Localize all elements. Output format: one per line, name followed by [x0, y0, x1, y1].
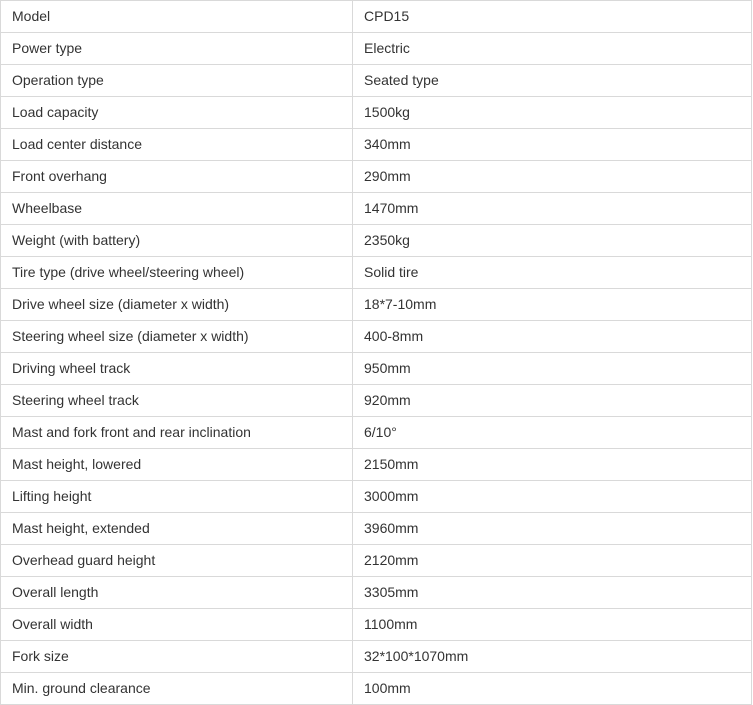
- spec-label: Lifting height: [1, 481, 353, 513]
- spec-label: Overall width: [1, 609, 353, 641]
- spec-value: 3000mm: [353, 481, 752, 513]
- spec-label: Mast height, extended: [1, 513, 353, 545]
- table-row: [1, 353, 752, 385]
- spec-label: Model: [1, 1, 353, 33]
- table-row: [1, 609, 752, 641]
- spec-label: Steering wheel track: [1, 385, 353, 417]
- table-row: [1, 193, 752, 225]
- table-row: [1, 577, 752, 609]
- spec-value: 950mm: [353, 353, 752, 385]
- spec-label: Mast and fork front and rear inclination: [1, 417, 353, 449]
- spec-value: 1470mm: [353, 193, 752, 225]
- spec-label: Steering wheel size (diameter x width): [1, 321, 353, 353]
- table-row: [1, 33, 752, 65]
- spec-label: Fork size: [1, 641, 353, 673]
- table-row: [1, 417, 752, 449]
- spec-value: 400-8mm: [353, 321, 752, 353]
- spec-label: Mast height, lowered: [1, 449, 353, 481]
- spec-value: Solid tire: [353, 257, 752, 289]
- table-row: [1, 97, 752, 129]
- spec-label: Drive wheel size (diameter x width): [1, 289, 353, 321]
- spec-value: 340mm: [353, 129, 752, 161]
- spec-label: Tire type (drive wheel/steering wheel): [1, 257, 353, 289]
- spec-label: Min. ground clearance: [1, 673, 353, 705]
- spec-value: 6/10°: [353, 417, 752, 449]
- table-row: [1, 161, 752, 193]
- spec-label: Wheelbase: [1, 193, 353, 225]
- table-row: [1, 385, 752, 417]
- spec-value: 290mm: [353, 161, 752, 193]
- table-row: [1, 257, 752, 289]
- table-row: [1, 481, 752, 513]
- table-row: [1, 449, 752, 481]
- spec-label: Weight (with battery): [1, 225, 353, 257]
- spec-value: 100mm: [353, 673, 752, 705]
- table-row: [1, 673, 752, 705]
- spec-label: Driving wheel track: [1, 353, 353, 385]
- spec-value: CPD15: [353, 1, 752, 33]
- table-row: [1, 65, 752, 97]
- table-row: [1, 289, 752, 321]
- table-row: [1, 513, 752, 545]
- spec-label: Operation type: [1, 65, 353, 97]
- spec-value: 2350kg: [353, 225, 752, 257]
- table-row: [1, 225, 752, 257]
- spec-label: Power type: [1, 33, 353, 65]
- spec-label: Front overhang: [1, 161, 353, 193]
- table-row: [1, 321, 752, 353]
- table-row: [1, 545, 752, 577]
- spec-value: Electric: [353, 33, 752, 65]
- spec-value: 1100mm: [353, 609, 752, 641]
- table-row: [1, 129, 752, 161]
- spec-value: 920mm: [353, 385, 752, 417]
- spec-value: 3960mm: [353, 513, 752, 545]
- spec-value: 18*7-10mm: [353, 289, 752, 321]
- spec-label: Load capacity: [1, 97, 353, 129]
- spec-value: 2150mm: [353, 449, 752, 481]
- spec-label: Overhead guard height: [1, 545, 353, 577]
- spec-value: 32*100*1070mm: [353, 641, 752, 673]
- spec-table-body: [1, 1, 752, 705]
- spec-value: 1500kg: [353, 97, 752, 129]
- spec-label: Load center distance: [1, 129, 353, 161]
- spec-value: 3305mm: [353, 577, 752, 609]
- spec-value: Seated type: [353, 65, 752, 97]
- spec-label: Overall length: [1, 577, 353, 609]
- table-row: [1, 641, 752, 673]
- table-row: [1, 1, 752, 33]
- spec-value: 2120mm: [353, 545, 752, 577]
